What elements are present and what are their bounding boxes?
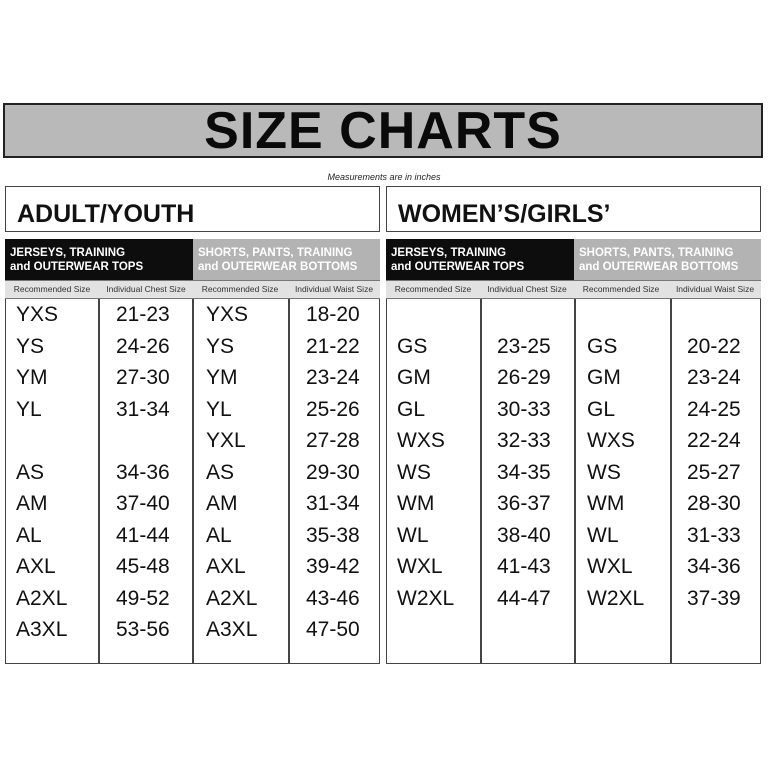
size-cell: GM bbox=[587, 366, 621, 389]
size-cell: 35-38 bbox=[306, 523, 360, 547]
category-tops-header bbox=[386, 239, 574, 280]
size-cell: 22-24 bbox=[687, 429, 741, 452]
size-cell: 37-40 bbox=[116, 492, 170, 515]
size-cell: 36-37 bbox=[497, 492, 551, 515]
size-cell: W2XL bbox=[587, 586, 645, 610]
measurement-note: Measurements are in inches bbox=[327, 172, 441, 182]
size-cell: 21-22 bbox=[306, 334, 360, 358]
size-cell: GL bbox=[397, 397, 426, 421]
size-cell: 41-44 bbox=[116, 523, 170, 547]
panel-heading: ADULT/YOUTH bbox=[5, 186, 380, 232]
size-cell: 30-33 bbox=[497, 397, 551, 421]
size-cell: AM bbox=[16, 492, 48, 515]
size-table bbox=[5, 299, 380, 664]
category-line: and OUTERWEAR BOTTOMS bbox=[579, 261, 739, 273]
size-cell: AS bbox=[206, 460, 235, 484]
size-cell: 18-20 bbox=[306, 303, 360, 326]
size-cell: AXL bbox=[16, 555, 56, 578]
womens-girls-panel bbox=[386, 186, 761, 664]
size-cell: AXL bbox=[206, 555, 246, 578]
size-cell: GL bbox=[587, 397, 616, 421]
size-cell: 24-25 bbox=[687, 397, 741, 421]
column-divider bbox=[574, 299, 576, 663]
size-cell: YM bbox=[16, 366, 48, 389]
size-cell: WXL bbox=[587, 555, 633, 578]
size-cell: 23-24 bbox=[687, 366, 741, 389]
size-cell: YXL bbox=[206, 429, 246, 452]
subheader-chest-size: Individual Chest Size bbox=[487, 284, 567, 294]
size-cell: 31-34 bbox=[116, 397, 170, 421]
size-cell: AM bbox=[206, 492, 238, 515]
category-line: SHORTS, PANTS, TRAINING bbox=[579, 247, 734, 259]
size-cell: 53-56 bbox=[116, 618, 170, 641]
subheader-recommended-size: Recommended Size bbox=[582, 284, 660, 294]
category-line: JERSEYS, TRAINING bbox=[391, 247, 507, 259]
category-bottoms-header bbox=[574, 239, 761, 280]
size-cell: YS bbox=[206, 334, 235, 358]
category-line: SHORTS, PANTS, TRAINING bbox=[198, 247, 353, 259]
size-cell: YXS bbox=[16, 303, 59, 326]
size-cell: GM bbox=[397, 366, 431, 389]
adult-youth-panel bbox=[5, 186, 380, 664]
size-cell: AL bbox=[206, 523, 232, 547]
size-cell: 20-22 bbox=[687, 334, 741, 358]
size-cell: 28-30 bbox=[687, 492, 741, 515]
size-table bbox=[386, 299, 761, 664]
size-cell: WXL bbox=[397, 555, 443, 578]
column-divider bbox=[480, 299, 482, 663]
size-cell: A2XL bbox=[206, 586, 258, 610]
size-cell: A2XL bbox=[16, 586, 68, 610]
size-cell: WL bbox=[587, 523, 619, 547]
title-banner bbox=[3, 103, 763, 158]
size-cell: WS bbox=[397, 460, 431, 484]
size-cell: 41-43 bbox=[497, 555, 551, 578]
size-cell: 43-46 bbox=[306, 586, 360, 610]
size-cell: 31-34 bbox=[306, 492, 360, 515]
size-cell: WM bbox=[397, 492, 435, 515]
size-cell: 49-52 bbox=[116, 586, 170, 610]
size-cell: 39-42 bbox=[306, 555, 360, 578]
size-cell: YL bbox=[16, 397, 42, 421]
size-cell: YS bbox=[16, 334, 45, 358]
subheader-recommended-size: Recommended Size bbox=[394, 284, 472, 294]
panel-heading: WOMEN’S/GIRLS’ bbox=[386, 186, 761, 232]
category-line: and OUTERWEAR TOPS bbox=[10, 261, 144, 273]
category-tops-header bbox=[5, 239, 193, 280]
size-cell: 27-28 bbox=[306, 429, 360, 452]
size-cell: 44-47 bbox=[497, 586, 551, 610]
column-divider bbox=[288, 299, 290, 663]
size-cell: 38-40 bbox=[497, 523, 551, 547]
category-line: and OUTERWEAR BOTTOMS bbox=[198, 261, 358, 273]
size-cell: WXS bbox=[397, 429, 445, 452]
size-cell: 45-48 bbox=[116, 555, 170, 578]
subheader-recommended-size: Recommended Size bbox=[13, 284, 91, 294]
column-divider bbox=[98, 299, 100, 663]
size-cell: WM bbox=[587, 492, 625, 515]
column-subheaders bbox=[5, 280, 380, 299]
column-subheaders bbox=[386, 280, 761, 299]
size-cell: GS bbox=[587, 334, 618, 358]
size-cell: 31-33 bbox=[687, 523, 741, 547]
size-cell: 23-25 bbox=[497, 334, 551, 358]
size-cell: A3XL bbox=[206, 618, 258, 641]
size-cell: 34-35 bbox=[497, 460, 551, 484]
size-cell: YXS bbox=[206, 303, 249, 326]
size-cell: 29-30 bbox=[306, 460, 360, 484]
size-cell: WS bbox=[587, 460, 621, 484]
size-cell: 34-36 bbox=[687, 555, 741, 578]
subheader-waist-size: Individual Waist Size bbox=[675, 284, 755, 294]
size-cell: YL bbox=[206, 397, 232, 421]
size-cell: 34-36 bbox=[116, 460, 170, 484]
size-cell: 32-33 bbox=[497, 429, 551, 452]
size-cell: WL bbox=[397, 523, 429, 547]
size-cell: 47-50 bbox=[306, 618, 360, 641]
subheader-waist-size: Individual Waist Size bbox=[294, 284, 374, 294]
size-cell: W2XL bbox=[397, 586, 455, 610]
size-cell: 24-26 bbox=[116, 334, 170, 358]
column-divider bbox=[670, 299, 672, 663]
size-cell: 26-29 bbox=[497, 366, 551, 389]
size-cell: A3XL bbox=[16, 618, 68, 641]
size-cell: 37-39 bbox=[687, 586, 741, 610]
size-cell: 25-26 bbox=[306, 397, 360, 421]
category-line: and OUTERWEAR TOPS bbox=[391, 261, 525, 273]
size-cell: GS bbox=[397, 334, 428, 358]
size-cell: AL bbox=[16, 523, 42, 547]
column-divider bbox=[192, 299, 194, 663]
category-line: JERSEYS, TRAINING bbox=[10, 247, 126, 259]
category-bottoms-header bbox=[193, 239, 380, 280]
size-cell: 23-24 bbox=[306, 366, 360, 389]
size-cell: 21-23 bbox=[116, 303, 170, 326]
size-cell: AS bbox=[16, 460, 45, 484]
size-cell: 27-30 bbox=[116, 366, 170, 389]
size-cell: WXS bbox=[587, 429, 635, 452]
subheader-recommended-size: Recommended Size bbox=[201, 284, 279, 294]
page-title: SIZE CHARTS bbox=[204, 101, 562, 160]
size-cell: YM bbox=[206, 366, 238, 389]
subheader-chest-size: Individual Chest Size bbox=[106, 284, 186, 294]
size-cell: 25-27 bbox=[687, 460, 741, 484]
